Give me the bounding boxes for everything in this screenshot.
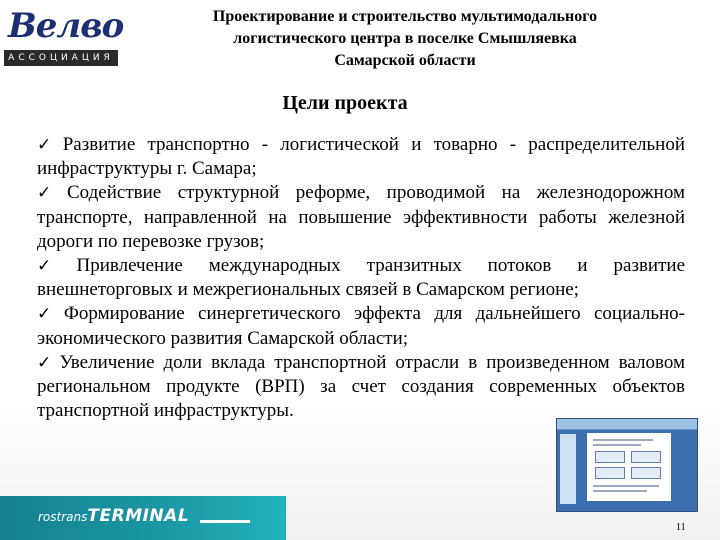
goal-text: Привлечение международных транзитных потоков и развитие внешнеторговых и межрегиональных связей в Самарском регионе; <box>37 255 685 301</box>
slide-title <box>150 6 660 72</box>
rostrans-terminal-logo <box>0 496 286 540</box>
goals-list <box>37 133 685 423</box>
page-number: 11 <box>676 522 686 533</box>
goals-heading: Цели проекта <box>282 92 408 114</box>
brand-small: rostrans <box>38 510 88 524</box>
logo-caption: АССОЦИАЦИЯ <box>4 50 118 66</box>
check-icon: ✓ <box>37 352 56 373</box>
title-line-2: логистического центра в поселке Смышляевка <box>233 30 577 47</box>
brand-big: TERMINAL <box>87 506 190 526</box>
thumbnail-toolbar <box>557 419 697 430</box>
goal-item <box>37 302 685 350</box>
association-logo <box>4 4 124 70</box>
document-thumbnail <box>556 418 698 512</box>
check-icon: ✓ <box>37 304 60 325</box>
goal-item <box>37 133 685 181</box>
goal-text: Развитие транспортно - логистической и товарно - распределительной инфраструктуры г. Самара; <box>37 134 685 180</box>
goal-text: Формирование синергетического эффекта для дальнейшего социально- экономического развития Самарской области; <box>37 303 685 349</box>
goal-item <box>37 351 685 424</box>
logo-script: Велво <box>8 6 124 46</box>
thumbnail-page <box>587 433 671 501</box>
title-line-1: Проектирование и строительство мультимодального <box>212 8 598 25</box>
goal-item <box>37 181 685 254</box>
title-line-3: Самарской области <box>334 52 476 69</box>
goal-text: Увеличение доли вклада транспортной отрасли в произведенном валовом региональном продукте (ВРП) за счет создания современных объектов транспортной инфраструктуры. <box>37 351 685 422</box>
check-icon: ✓ <box>37 256 73 277</box>
goal-item <box>37 254 685 302</box>
brand-underline <box>200 520 250 523</box>
check-icon: ✓ <box>37 135 59 155</box>
goal-text: Содействие структурной реформе, проводимой на железнодорожном транспорте, направленной на повышение эффективности работы железной дороги по перевозке грузов; <box>37 182 685 252</box>
check-icon: ✓ <box>37 183 63 204</box>
thumbnail-sidebar <box>560 434 576 504</box>
